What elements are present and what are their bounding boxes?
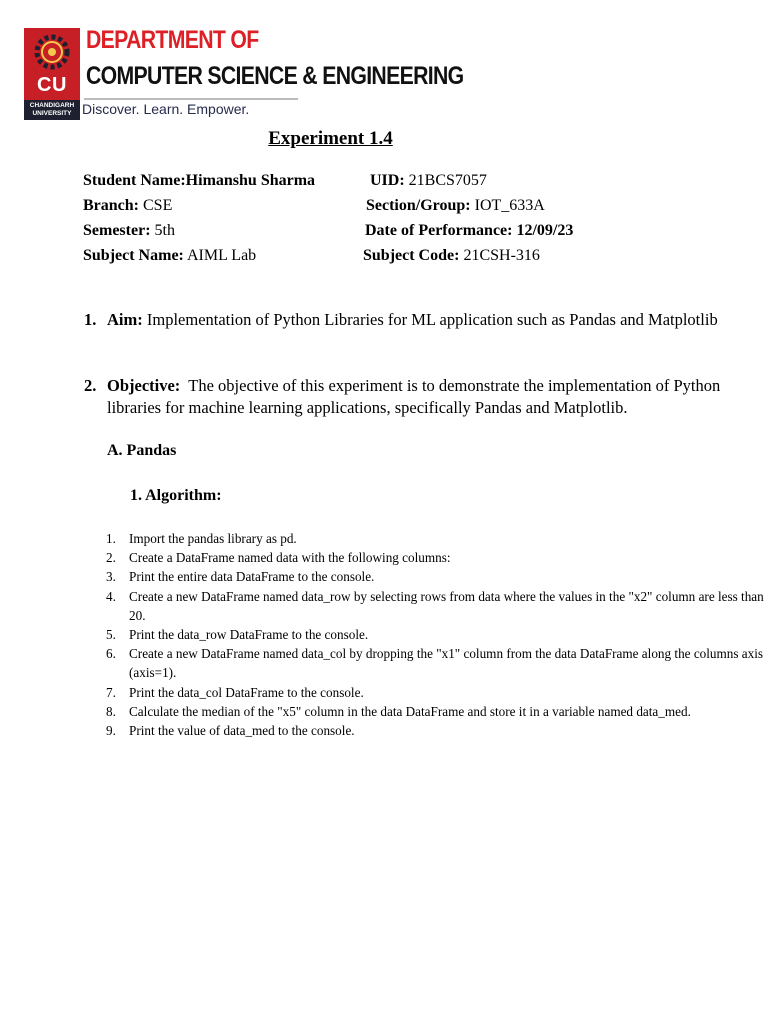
branch-row (83, 196, 172, 216)
pandas-heading: A. Pandas (107, 442, 177, 459)
algorithm-step-number: 3. (106, 569, 116, 585)
algorithm-step (84, 721, 764, 740)
algorithm-step-text: Print the entire data DataFrame to the console. (129, 569, 375, 585)
section-label: Section/Group: (366, 197, 471, 214)
algorithm-step-text: Print the value of data_med to the console. (129, 723, 355, 739)
algorithm-step (84, 587, 764, 625)
algorithm-heading: 1. Algorithm: (130, 487, 222, 504)
aim-text: Implementation of Python Libraries for ML application such as Pandas and Matplotlib (146, 310, 718, 329)
objective-text: The objective of this experiment is to demonstrate the implementation of Python libraries for machine learning applications, specifically Pandas and Matplotlib. (107, 376, 721, 417)
gear-emblem-icon (29, 32, 75, 74)
algorithm-step-number: 9. (106, 723, 116, 739)
objective-body (107, 375, 747, 419)
experiment-title: Experiment 1.4 (268, 128, 393, 149)
aim-section (84, 309, 754, 355)
branch-label: Branch: (83, 197, 139, 214)
date-value: 12/09/23 (516, 222, 574, 239)
objective-label: Objective: (107, 376, 181, 395)
algorithm-step-text: Print the data_col DataFrame to the console. (129, 684, 364, 700)
department-header (24, 26, 464, 122)
algorithm-step (84, 548, 764, 567)
date-label: Date of Performance: (365, 222, 513, 239)
uid-label: UID: (370, 172, 405, 189)
algorithm-step-number: 2. (106, 550, 116, 566)
section-row (366, 196, 545, 216)
subject-name-row (83, 246, 256, 266)
algorithm-step (84, 702, 764, 721)
student-name-label: Student Name: (83, 172, 186, 189)
algorithm-step-text: Create a DataFrame named data with the following columns: (129, 550, 451, 566)
objective-section (84, 375, 754, 421)
tagline: Discover. Learn. Empower. (82, 101, 250, 117)
logo-university-line1: CHANDIGARH (29, 102, 75, 109)
subject-name-value: AIML Lab (187, 247, 257, 264)
algorithm-step-text: Import the pandas library as pd. (129, 531, 297, 546)
student-name-row (83, 171, 315, 191)
subject-code-label: Subject Code: (363, 247, 460, 264)
department-title-line2: COMPUTER SCIENCE & ENGINEERING (86, 62, 464, 90)
algorithm-step-number: 7. (106, 684, 116, 700)
semester-value: 5th (154, 222, 175, 239)
semester-row (83, 221, 175, 241)
algorithm-step-number: 5. (106, 627, 116, 643)
subject-code-value: 21CSH-316 (463, 247, 540, 264)
algorithm-step-number: 1. (106, 531, 116, 546)
algorithm-step-text: Create a new DataFrame named data_row by selecting rows from data where the values in the "x2" column are less than 20. (129, 588, 764, 623)
section-value: IOT_633A (474, 197, 545, 214)
algorithm-steps-list (84, 529, 764, 740)
algorithm-step-number: 6. (106, 646, 116, 662)
objective-number: 2. (84, 376, 97, 395)
algorithm-step (84, 683, 764, 702)
algorithm-step (84, 625, 764, 644)
aim-label: Aim: (107, 310, 143, 329)
date-row (365, 221, 573, 241)
university-logo (24, 28, 80, 120)
department-title-line1: DEPARTMENT OF (86, 26, 259, 54)
algorithm-step (84, 529, 764, 548)
algorithm-step (84, 567, 764, 586)
header-divider (84, 98, 298, 100)
student-name-value: Himanshu Sharma (185, 172, 316, 189)
aim-number: 1. (84, 310, 97, 329)
algorithm-step (84, 644, 764, 682)
branch-value: CSE (143, 197, 173, 214)
logo-cu-text: CU (37, 74, 67, 96)
algorithm-step-text: Create a new DataFrame named data_col by dropping the "x1" column from the data DataFrame along the columns axis (axis=1). (129, 646, 764, 681)
logo-university-line2: UNIVERSITY (32, 110, 72, 117)
algorithm-step-text: Calculate the median of the "x5" column in the data DataFrame and store it in a variable named data_med. (129, 703, 691, 719)
algorithm-step-number: 4. (106, 588, 116, 604)
uid-value: 21BCS7057 (408, 172, 487, 189)
algorithm-step-text: Print the data_row DataFrame to the console. (129, 627, 369, 643)
subject-name-label: Subject Name: (83, 247, 184, 264)
algorithm-step-number: 8. (106, 703, 116, 719)
subject-code-row (363, 246, 540, 266)
aim-body (107, 309, 747, 331)
uid-row (370, 171, 487, 191)
semester-label: Semester: (83, 222, 151, 239)
